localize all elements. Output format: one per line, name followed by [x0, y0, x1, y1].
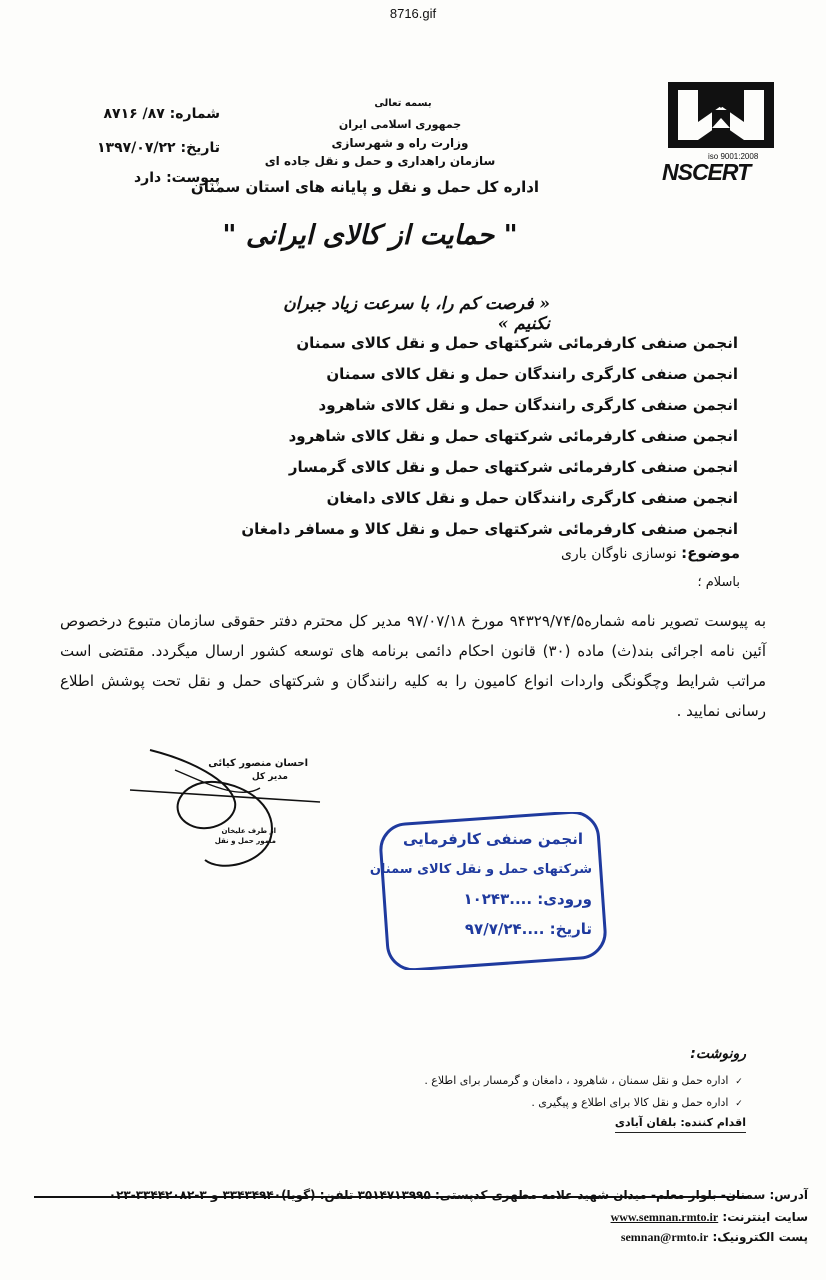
recipient-item: انجمن صنفی کارفرمائی شرکتهای حمل و نقل کالا و مسافر دامغان [241, 520, 738, 538]
recipient-item: انجمن صنفی کارگری رانندگان حمل و نقل کالای شاهرود [318, 396, 738, 414]
stamp-line: انجمن صنفی کارفرمایی [402, 830, 584, 848]
bullet-icon: ✓ [735, 1077, 743, 1087]
cert-label: NSCERT [662, 159, 751, 185]
action-by-text: اقدام کننده: بلقان آبادی [615, 1114, 746, 1133]
subject-value: نوسازی ناوگان باری [560, 546, 677, 562]
greeting: باسلام ؛ [697, 575, 740, 590]
recipient-item: انجمن صنفی کارفرمائی شرکتهای حمل و نقل کالای گرمسار [288, 458, 738, 476]
footer-email [40, 1230, 808, 1245]
signer-note [196, 826, 276, 846]
received-stamp [369, 812, 608, 970]
hadith-quote: « فرصت کم را، با سرعت زیاد جبران نکنیم » [283, 294, 550, 334]
ministry-title: وزارت راه و شهرسازی [331, 136, 469, 150]
date-value: ۱۳۹۷/۰۷/۲۲ [97, 140, 176, 156]
bismillah: بسمه تعالی [374, 98, 432, 109]
email-link[interactable]: semnan@rmto.ir [620, 1230, 709, 1244]
attachment-label: پیوست: [166, 170, 220, 186]
republic-title: جمهوری اسلامی ایران [338, 118, 462, 131]
signer-title: مدیر کل [251, 772, 288, 782]
footer-website [40, 1210, 808, 1225]
bullet-icon: ✓ [735, 1099, 743, 1109]
recipients-list [241, 328, 738, 545]
recipient-item: انجمن صنفی کارفرمائی شرکتهای حمل و نقل کالای شاهرود [288, 427, 738, 445]
number-value: ۸۷/ ۸۷۱۶ [103, 106, 165, 122]
iso-label: iso 9001:2008 [708, 152, 759, 161]
cc-item-text: اداره حمل و نقل کالا برای اطلاع و پیگیری . [531, 1096, 729, 1109]
date-label: تاریخ: [180, 140, 220, 156]
cc-item [430, 1092, 746, 1114]
recipient-item: انجمن صنفی کارگری رانندگان حمل و نقل کالای سمنان [326, 365, 738, 383]
action-by [430, 1114, 746, 1132]
office-title: اداره کل حمل و نقل و پایانه های استان سمنان [190, 178, 540, 196]
website-link[interactable]: www.semnan.rmto.ir [610, 1210, 719, 1224]
signer-name: احسان منصور کیائی [208, 758, 308, 769]
recipient-item: انجمن صنفی کارفرمائی شرکتهای حمل و نقل کالای سمنان [296, 334, 738, 352]
organization-emblem-icon [668, 82, 774, 148]
signer-note-line: از طرف علیخان [221, 827, 276, 835]
stamp-line: ورودی: ....۱۰۲۴۳ [463, 890, 592, 908]
stamp-line: تاریخ: ....۹۷/۷/۲۴ [464, 920, 592, 938]
slogan: " حمایت از کالای ایرانی " [222, 220, 518, 251]
subject-label: موضوع: [681, 544, 740, 562]
recipient-item: انجمن صنفی کارگری رانندگان حمل و نقل کالای دامغان [326, 489, 738, 507]
stamp-line: شرکتهای حمل و نقل کالای سمنان [369, 862, 592, 877]
website-label: سایت اینترنت: [722, 1210, 808, 1224]
cc-item [424, 1070, 746, 1092]
letter-number [60, 106, 220, 122]
organization-title: سازمان راهداری و حمل و نقل جاده ای [264, 154, 496, 168]
letter-body: به پیوست تصویر نامه شماره۹۴۳۲۹/۷۴/۵ مورخ ۹۷/۰۷/۱۸ مدیر کل محترم دفتر حقوقی سازمان متبوع درخصوص آئین نامه اجرائی بند(ث) ماده (۳۰) قانون احکام دائمی برنامه های توسعه کشور ارسال میگردد. مقتضی است مراتب شرایط وچگونگی واردات انواع کامیون را به کلیه رانندگان و شرکتهای حمل و نقل تحت پوشش اطلاع رسانی نمایید . [60, 612, 767, 720]
signer-note-line: مامور حمل و نقل [214, 837, 276, 845]
footer-address: آدرس: سمنان- بلوار معلم- میدان شهید علامه مطهری کدپستی: ۳۵۱۴۷۱۳۹۹۵ تلفن: (گویا)۳۳۴۳۴۹۴۰ و ۳-۳۳۴۴۲۰۸۲-۰۲۳ [108, 1188, 808, 1202]
subject [440, 544, 740, 562]
cc-item-text: اداره حمل و نقل سمنان ، شاهرود ، دامغان و گرمسار برای اطلاع . [424, 1074, 729, 1087]
cc-title: رونوشت: [690, 1046, 746, 1062]
email-label: پست الکترونیک: [712, 1230, 808, 1244]
carbon-copy [424, 1046, 746, 1132]
letter-date [60, 140, 220, 156]
attachment-value: دارد [133, 170, 162, 186]
number-label: شماره: [169, 106, 220, 122]
file-name: 8716.gif [389, 6, 437, 21]
letter-attachment [60, 170, 220, 186]
nscert-logo [664, 82, 782, 190]
